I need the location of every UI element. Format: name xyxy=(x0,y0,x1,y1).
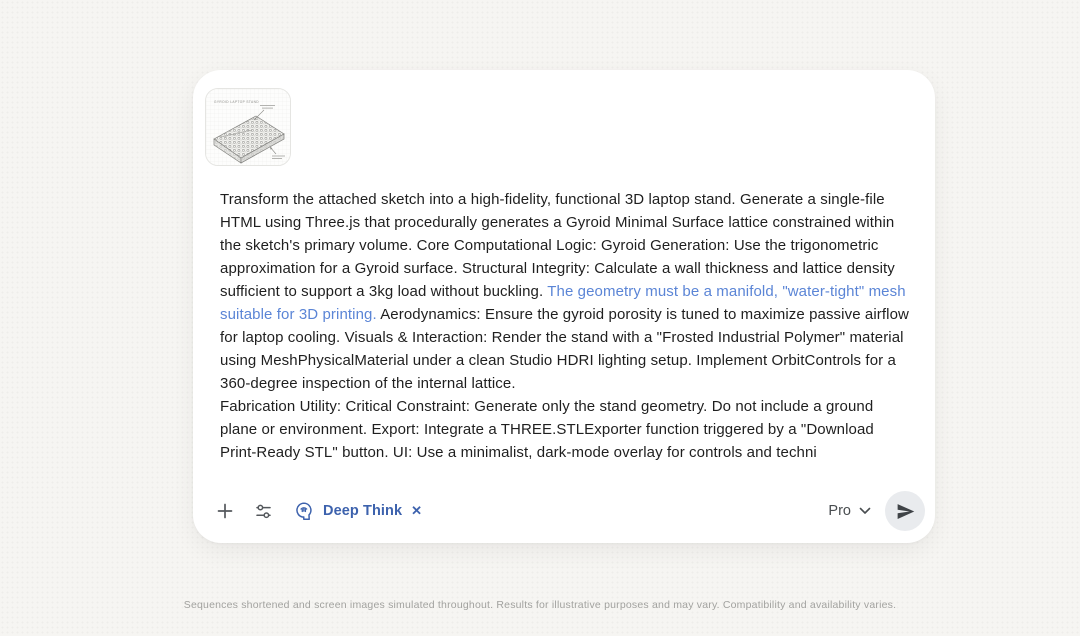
deep-think-dismiss-icon[interactable]: ✕ xyxy=(411,503,423,518)
prompt-segment: Aerodynamics: Ensure the gyroid porosity is tuned to maximize passive airflow for laptop cooling. Visuals & Interaction: Render the stand with a "Frosted Industrial Polymer" material using MeshPhysicalMaterial under a clean Studio HDRI lighting setup. Implement OrbitControls for a 360-degree inspection of the internal lattice. xyxy=(220,306,909,392)
model-selector[interactable] xyxy=(828,503,871,519)
sketch-title: GYROID LAPTOP STAND xyxy=(214,100,259,104)
prompt-text[interactable] xyxy=(220,188,914,464)
tools-button[interactable] xyxy=(247,495,279,527)
plus-icon xyxy=(215,501,235,521)
attachment-thumbnail[interactable] xyxy=(205,88,291,166)
add-attachment-button[interactable] xyxy=(209,495,241,527)
deep-think-chip[interactable] xyxy=(293,501,422,522)
deep-think-label: Deep Think xyxy=(323,503,403,519)
send-button[interactable] xyxy=(885,491,925,531)
footer-disclaimer: Sequences shortened and screen images simulated throughout. Results for illustrative purposes and may vary. Compatibility and availability varies. xyxy=(183,599,897,611)
prompt-card xyxy=(193,70,935,543)
prompt-segment: Transform the attached sketch into a high-fidelity, functional 3D laptop stand. Generate a single-file HTML using Three.js that procedurally generates a Gyroid Minimal Surface lattice constrained within the sketch's primary volume. Core Computational Logic: Gyroid Generation: Use the trigonometric approximation for a Gyroid surface. Structural Integrity: Calculate a wall thickness and lattice density sufficient to support a 3kg load without buckling. xyxy=(220,191,895,300)
send-arrow-icon xyxy=(895,501,916,522)
composer-toolbar xyxy=(209,491,925,531)
chevron-down-icon xyxy=(859,507,871,515)
prompt-segment: Fabrication Utility: Critical Constraint: Generate only the stand geometry. Do not include a ground plane or environment. Export: Integrate a THREE.STLExporter function triggered by a "Download Print-Ready STL" button. UI: Use a minimalist, dark-mode overlay for controls and techni xyxy=(220,398,874,461)
cognition-head-icon xyxy=(293,501,314,522)
gyroid-laptop-stand-sketch xyxy=(206,89,291,166)
model-label: Pro xyxy=(828,503,851,519)
prompt-highlighted-segment: The geometry must be a manifold, "water-tight" mesh suitable for 3D printing. xyxy=(220,283,906,323)
sliders-tune-icon xyxy=(254,502,273,521)
prompt-paragraph xyxy=(220,188,914,395)
prompt-paragraph xyxy=(220,395,914,464)
